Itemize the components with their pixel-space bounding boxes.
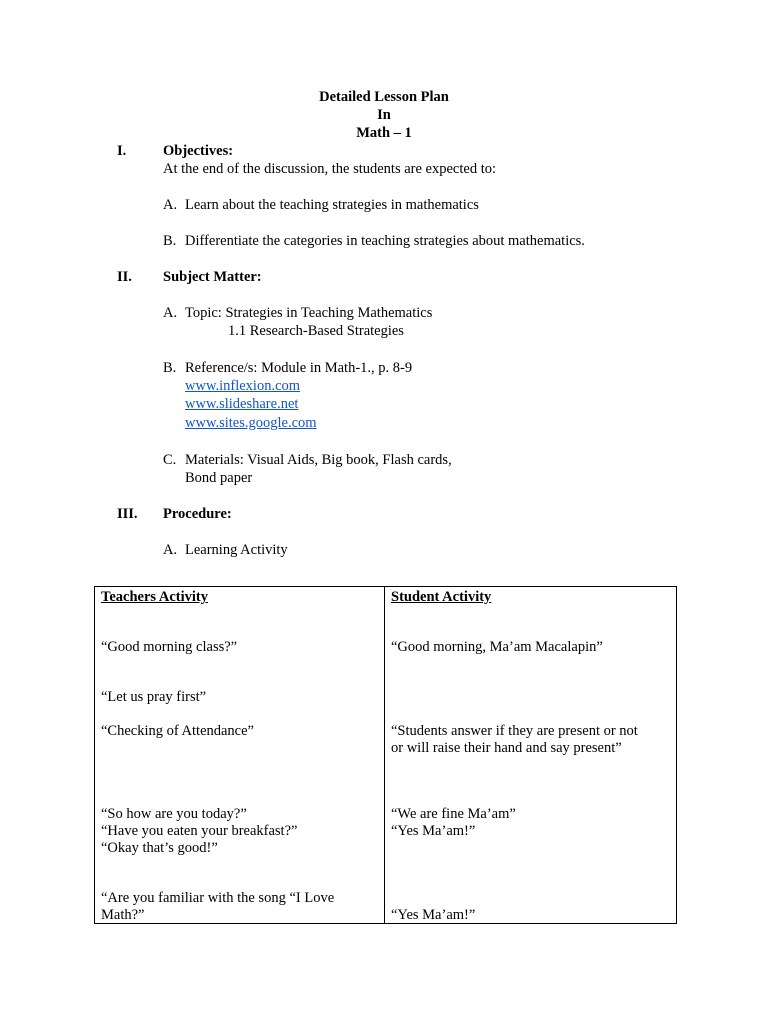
reference-link-slideshare[interactable]: www.slideshare.net — [185, 396, 299, 412]
objective-b-letter: B. — [163, 233, 177, 249]
reference-link-google-sites[interactable]: www.sites.google.com — [185, 415, 317, 431]
title-line-2: In — [377, 107, 391, 123]
student-line: “Yes Ma’am!” — [391, 823, 476, 839]
section-numeral-procedure: III. — [117, 506, 138, 522]
reference-link-inflexion[interactable]: www.inflexion.com — [185, 378, 301, 394]
teacher-line: Math?” — [101, 907, 145, 923]
procedure-item-text: Learning Activity — [185, 542, 288, 558]
teacher-line: “Are you familiar with the song “I Love — [101, 890, 335, 906]
learning-activity-table — [94, 586, 677, 924]
student-activity-header: Student Activity — [391, 589, 492, 605]
procedure-item-letter: A. — [163, 542, 178, 558]
teacher-activity-header: Teachers Activity — [101, 589, 208, 605]
section-heading-objectives: Objectives: — [163, 143, 234, 159]
reference-text: Reference/s: Module in Math-1., p. 8-9 — [185, 360, 413, 376]
topic-subitem: 1.1 Research-Based Strategies — [228, 323, 404, 339]
student-line: “Yes Ma’am!” — [391, 907, 476, 923]
teacher-line: “Okay that’s good!” — [101, 840, 218, 856]
section-heading-subject-matter: Subject Matter: — [163, 269, 262, 285]
topic-text: Topic: Strategies in Teaching Mathematics — [185, 305, 433, 321]
student-line: “We are fine Ma’am” — [391, 806, 516, 822]
teacher-activity-column — [95, 587, 385, 924]
teacher-line: “So how are you today?” — [101, 806, 247, 822]
objective-a-letter: A. — [163, 197, 178, 213]
objective-a-text: Learn about the teaching strategies in mathematics — [185, 197, 479, 213]
teacher-line: “Checking of Attendance” — [101, 723, 254, 739]
objectives-intro: At the end of the discussion, the students are expected to: — [163, 161, 497, 177]
student-line: or will raise their hand and say present” — [391, 740, 622, 756]
materials-text-continued: Bond paper — [185, 470, 253, 486]
reference-letter: B. — [163, 360, 177, 376]
materials-text: Materials: Visual Aids, Big book, Flash cards, — [185, 452, 452, 468]
teacher-line: “Good morning class?” — [101, 639, 238, 655]
title-line-1: Detailed Lesson Plan — [319, 89, 449, 105]
section-numeral-objectives: I. — [117, 143, 127, 159]
student-activity-column — [385, 587, 677, 924]
objective-b-text: Differentiate the categories in teaching strategies about mathematics. — [185, 233, 585, 249]
student-line: “Students answer if they are present or not — [391, 723, 638, 739]
teacher-line: “Have you eaten your breakfast?” — [101, 823, 298, 839]
section-numeral-subject-matter: II. — [117, 269, 132, 285]
section-heading-procedure: Procedure: — [163, 506, 232, 522]
title-line-3: Math – 1 — [356, 125, 412, 141]
topic-letter: A. — [163, 305, 178, 321]
materials-letter: C. — [163, 452, 177, 468]
student-line: “Good morning, Ma’am Macalapin” — [391, 639, 603, 655]
teacher-line: “Let us pray first” — [101, 689, 207, 705]
